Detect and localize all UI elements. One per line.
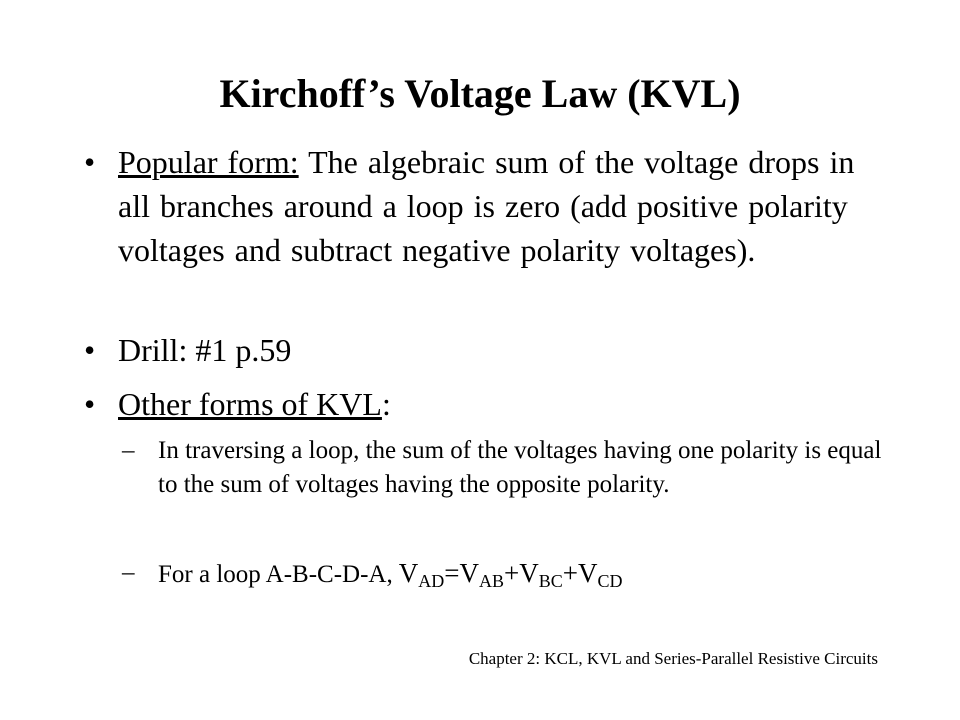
dash-glyph: –	[122, 437, 135, 464]
polarity-sum-text: In traversing a loop, the sum of the voltages having one polarity is equal to the sum of voltages having the opposite polarity.	[158, 437, 882, 498]
drill-text: Drill: #1 p.59	[118, 332, 292, 368]
bullet-glyph: •	[84, 386, 96, 422]
bullet-other-forms	[84, 382, 874, 426]
subbullet-loop-formula	[122, 556, 882, 592]
slide-footer: Chapter 2: KCL, KVL and Series-Parallel Resistive Circuits	[468, 649, 878, 668]
dash-glyph: –	[122, 559, 135, 586]
bullet-popular-form	[84, 140, 874, 272]
subbullet-polarity-sum	[122, 434, 882, 502]
other-forms-suffix: :	[381, 386, 391, 422]
bullet-glyph: •	[84, 332, 96, 368]
popular-form-text: The algebraic sum of the voltage drops in all branches around a loop is zero (add positive polarity voltages and subtract negative polarity voltages).	[118, 144, 855, 268]
bullet-drill	[84, 328, 874, 372]
other-forms-label: Other forms of KVL	[118, 386, 382, 422]
popular-form-label: Popular form:	[118, 144, 299, 180]
kvl-formula: $V_{AD}=V_{AB}+V_{BC}+V_{CD}$	[398, 558, 623, 591]
bullet-glyph: •	[84, 144, 96, 180]
loop-formula-prefix: For a loop A-B-C-D-A,	[158, 561, 393, 588]
slide-title: Kirchoff’s Voltage Law (KVL)	[219, 71, 741, 116]
